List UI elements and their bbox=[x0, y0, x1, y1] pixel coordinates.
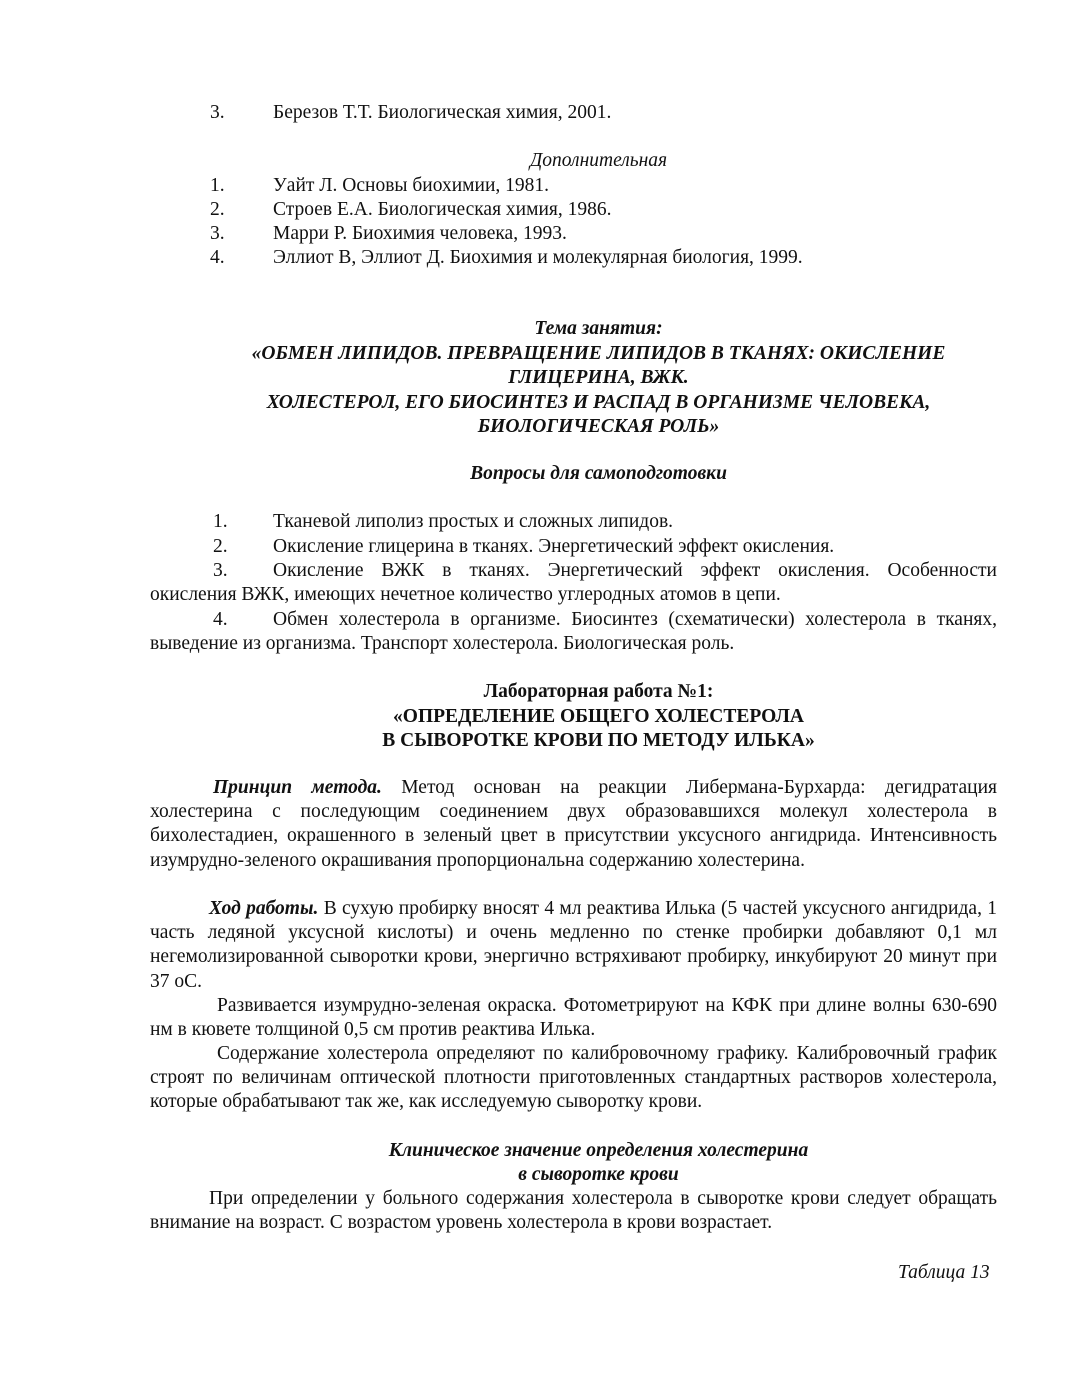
question-item bbox=[150, 510, 997, 534]
reference-text: Марри Р. Биохимия человека, 1993. bbox=[273, 223, 567, 244]
clinical-heading-line: в сыворотке крови bbox=[518, 1164, 679, 1185]
calibration-paragraph: Содержание холестерола определяют по калибровочному графику. Калибровочный график строят по величинам оптической плотности приготовленных стандартных растворов холестерола, которые обрабатывают так же, как исследуемую сыворотку крови. bbox=[150, 1043, 997, 1113]
lab-title-line: В СЫВОРОТКЕ КРОВИ ПО МЕТОДУ ИЛЬКА» bbox=[382, 730, 815, 751]
topic-title-line: «ОБМЕН ЛИПИДОВ. ПРЕВРАЩЕНИЕ ЛИПИДОВ В ТКАНЯХ: ОКИСЛЕНИЕ bbox=[251, 343, 946, 364]
question-text: Окисление глицерина в тканях. Энергетический эффект окисления. bbox=[273, 536, 835, 557]
list-number: 3. bbox=[210, 223, 225, 244]
list-number: 2. bbox=[210, 199, 225, 220]
question-item bbox=[150, 535, 997, 559]
question-text: Обмен холестерола в организме. Биосинтез (схематически) холестерола в тканях, выведение из организма. Транспорт холестерола. Биологическая роль. bbox=[150, 609, 997, 655]
reference-text: Березов Т.Т. Биологическая химия, 2001. bbox=[273, 102, 612, 123]
topic-title-line: ХОЛЕСТЕРОЛ, ЕГО БИОСИНТЕЗ И РАСПАД В ОРГАНИЗМЕ ЧЕЛОВЕКА, bbox=[266, 392, 931, 413]
table-caption: Таблица 13 bbox=[898, 1262, 990, 1283]
reference-text: Уайт Л. Основы биохимии, 1981. bbox=[273, 175, 550, 196]
list-number: 4. bbox=[210, 247, 225, 268]
topic-label: Тема занятия: bbox=[534, 318, 663, 339]
procedure-label: Ход работы. bbox=[209, 898, 319, 919]
list-number: 1. bbox=[210, 175, 225, 196]
list-number: 1. bbox=[213, 511, 228, 532]
list-number: 3. bbox=[210, 102, 225, 123]
principle-text: Метод основан на реакции Либермана-Бурхарда: дегидратация холестерина с последующим соединением двух образовавшихся молекул холестерола в бихолестадиен, окрашенного в зеленый цвет в присутствии уксусного ангидрида. Интенсивность изумрудно-зеленого окрашивания пропорциональна содержанию холестерина. bbox=[150, 777, 997, 871]
clinical-heading-line: Клиническое значение определения холестерина bbox=[388, 1140, 809, 1161]
additional-heading: Дополнительная bbox=[529, 150, 668, 171]
procedure-text: В сухую пробирку вносят 4 мл реактива Илька (5 частей уксусного ангидрида, 1 часть ледяной уксусной кислоты) и очень медленно по стенке пробирки добавляют 0,1 мл негемолизированной сыворотки крови, энергично встряхивают пробирку, инкубируют 20 минут при 37 оС. bbox=[150, 898, 997, 992]
topic-title-line: ГЛИЦЕРИНА, ВЖК. bbox=[508, 367, 689, 388]
reference-text: Эллиот В, Эллиот Д. Биохимия и молекулярная биология, 1999. bbox=[273, 247, 803, 268]
topic-title-line: БИОЛОГИЧЕСКАЯ РОЛЬ» bbox=[477, 416, 720, 437]
question-item bbox=[150, 559, 997, 607]
question-item bbox=[150, 608, 997, 656]
principle-paragraph bbox=[150, 776, 997, 873]
list-number: 3. bbox=[213, 560, 228, 581]
list-number: 4. bbox=[213, 609, 228, 630]
reference-text: Строев Е.А. Биологическая химия, 1986. bbox=[273, 199, 612, 220]
question-text: Тканевой липолиз простых и сложных липидов. bbox=[273, 511, 674, 532]
principle-label: Принцип метода. bbox=[213, 777, 382, 798]
lab-label: Лабораторная работа №1: bbox=[483, 681, 714, 702]
color-paragraph: Развивается изумрудно-зеленая окраска. Фотометрируют на КФК при длине волны 630-690 нм в кювете толщиной 0,5 см против реактива Илька. bbox=[150, 995, 997, 1041]
questions-heading: Вопросы для самоподготовки bbox=[470, 463, 727, 484]
question-text: Окисление ВЖК в тканях. Энергетический эффект окисления. Особенности окисления ВЖК, имеющих нечетное количество углеродных атомов в цепи. bbox=[150, 560, 997, 606]
procedure-paragraph bbox=[150, 897, 997, 994]
list-number: 2. bbox=[213, 536, 228, 557]
clinical-paragraph: При определении у больного содержания холестерола в сыворотке крови следует обращать внимание на возраст. С возрастом уровень холестерола в крови возрастает. bbox=[150, 1188, 997, 1234]
lab-title-line: «ОПРЕДЕЛЕНИЕ ОБЩЕГО ХОЛЕСТЕРОЛА bbox=[393, 706, 804, 727]
